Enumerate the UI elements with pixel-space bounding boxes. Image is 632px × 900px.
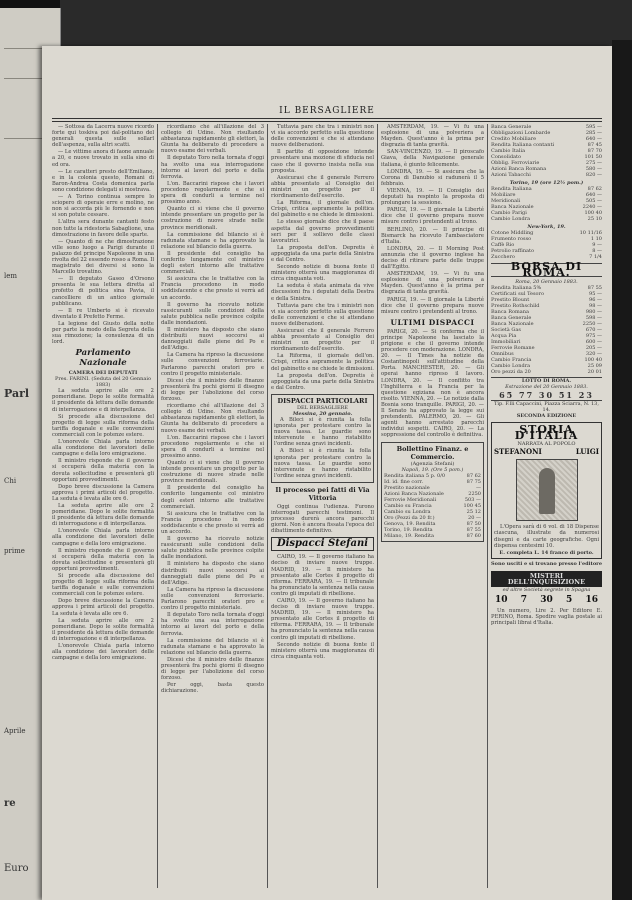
edition-label: SECONDA EDIZIONE (516, 413, 577, 420)
section-heading: Parlamento Nazionale (75, 348, 131, 369)
price-row (495, 595, 598, 606)
cell-value: 320 — (585, 351, 602, 358)
cell-label: Immobiliari (491, 339, 521, 346)
masthead: IL BERSAGLIERE (279, 106, 375, 116)
paragraph: Si assicura che le trattative con la Francia procedono in modo soddisfacente e che presto si verrà ad un accordo. (161, 510, 264, 535)
paragraph: La Riforma, il giornale dell'on. Crispi, critica aspramente la politica del gabinetto e ne chiede le dimissioni. (271, 353, 374, 372)
cell-value: 975 — (585, 333, 602, 340)
paragraph: La seduta aprire alle ore 2 pomeridiane. Dopo le solite formalità il presidente dà lettura delle domande di interrogazione e di interpellanza. (52, 502, 154, 528)
bulletin-place: Napoli, 19. (Ore 5 pom.) (401, 466, 464, 473)
newyork-heading: New-York, 19. (527, 224, 566, 230)
cell-label: Azioni Banca Nazionale (384, 490, 444, 497)
cell-label: Torino, 19. Rendita (384, 526, 433, 533)
misteri-subtitle: ed altre Società segrete in Spagna (502, 586, 591, 593)
cell-value: 100 40 (584, 210, 602, 216)
paragraph: La legione del Giusto della notte per parte la modo della Segreta della sua rimozione; la consulenza di un lord. (52, 320, 154, 346)
cell-label: Obbligazioni Lombarde (491, 130, 551, 136)
paragraph: — Le vittime anora di faone annuale a 20, e nuove trovato in sulla sino di ed ora. (52, 149, 154, 168)
cell-label: Cambio Francia (491, 357, 532, 364)
newspaper-page (42, 46, 612, 900)
cell-value: 87 45 (587, 142, 602, 148)
paragraph: Il governo ha ricevuto notizie rassicuranti sulle condizioni della salute pubblica nelle province colpite dalle inondazioni. (161, 536, 264, 561)
column-2 (161, 124, 264, 890)
paragraph: Assicurasi che il generale Ferrero abbia presentato al Consiglio dei ministri un progetto per il riordinamento dell'esercito. (271, 328, 374, 353)
top-dark-background (60, 0, 632, 46)
paragraph: — Il re Umberto si è ricevato diventato il Prefetto Ferme. (52, 307, 154, 320)
latest-dispatches-heading: ULTIMI DISPACCI (390, 317, 475, 327)
cell-label: Rendita Italiana 5% (491, 285, 542, 292)
lotto-heading: LOTTO DI ROMA. (491, 377, 602, 384)
paragraph: Dopo breve discussione la Camera approva i primi articoli del progetto. La seduta è levata alle ore 6. (52, 483, 154, 502)
cell-value: 7 1/4 (589, 254, 602, 260)
paragraph: L'on. Baccarini rispose che i lavori procedono regolarmente e che si spera di condurli a termine nel prossimo anno. (161, 180, 264, 206)
ad-intro: Sono usciti e si trovano presso l'editore (491, 560, 602, 567)
fragment-text: Euro (4, 863, 29, 874)
paragraph: SAN-VINCENZO, 19. — Il piroscafo Giava, della Navigazione generale italiana, è giunto felicemente. (381, 149, 484, 168)
paragraph: Si procede alla discussione del progetto di legge sulla riforma della tariffa doganale e sulle convenzioni commerciali con le potenze estere. (52, 573, 154, 598)
cell-value: 95 — (589, 291, 602, 298)
cell-value: 600 — (585, 339, 602, 346)
price-value: 7 (520, 594, 528, 605)
cell-label: Società Gas (491, 327, 521, 334)
cell-value: 87 62 (466, 472, 481, 479)
paragraph: — A Torino continua sempre lo sciopero di operaie erre e molino, ne non si accorda più le fornendo e non si son potute cessare. (52, 194, 154, 219)
cell-value: 595 — (585, 124, 602, 130)
paragraph: LONDRA, 19. — Si assicura che la Corona di Danubio si radunerà il 5 febbraio. (381, 168, 484, 187)
cell-label: Oro pezzi da 20 (491, 369, 531, 376)
cell-label: Cambio su Londra (384, 508, 431, 515)
stefani-heading: Dispacci Stefani (271, 537, 374, 551)
cell-label: Banca Nazionale (491, 204, 534, 210)
cell-value: 580 — (585, 166, 602, 172)
paragraph: L'on. Baccarini rispose che i lavori procedono regolarmente e che si spera di condurli a termine nel prossimo anno. (161, 434, 264, 459)
paragraph: L'altra sera dunante cantanti festo non tutte la ridestoria Sabaglione, una dimostrazione in favore delle sparte. (52, 219, 154, 238)
paragraph: ricordiamo ché all'illazione del 3 collegio di Udine. Non risultando abbastanza rapidamente gli elettori, la Giunta ha deliberato di procedere a nuovo esame dei verbali. (161, 124, 264, 155)
paragraph: Per oggi, basta questo dichiarazione. (161, 682, 264, 695)
paragraph: Tuttavia pare che tra i ministri non vi sia accordo perfetto sulla questione delle convenzioni e che si attendano nuove deliberazioni. (271, 124, 374, 149)
storia-subtitle: NARRATA AL POPOLO (517, 441, 576, 448)
cell-value: 100 40 (584, 357, 602, 364)
figure-silhouette (539, 468, 555, 514)
cell-value: 505 — (585, 198, 602, 204)
paragraph: — Quanto dì ne che dimostrazione ville sono luogo a Parigi durante il palazzo del principe Napoleone in una rivolta del 22 essendo rosso a Roma. Il magistrato dei diversi si sono la Marcello trovatino. (52, 238, 154, 276)
cell-label: Cambio Italia (491, 148, 526, 154)
paragraph: Il ministro risponde che il governo si occuperà della materia con la dovuta sollecitudine e presenterà gli opportuni provvedimenti. (52, 458, 154, 483)
paragraph: PARIGI, 19. — Il giornale la Liberté dice che il governo prepara nuove misure contro i pretendenti al trono. (381, 207, 484, 226)
cell-label: Rendita Italiana (491, 186, 532, 192)
particular-dispatches-box (271, 394, 374, 483)
column-divider (377, 124, 378, 888)
cell-value: 25 10 (587, 216, 602, 222)
fragment-text: Aprile (4, 727, 26, 735)
cell-value: 640 — (585, 136, 602, 142)
cell-value: 503 — (464, 496, 481, 503)
cell-value: 8 — (592, 248, 602, 254)
section-subheading: CAMERA DEI DEPUTATI (68, 370, 138, 377)
storia-advertisement (491, 422, 602, 559)
cell-label: Frumento rosso (491, 236, 532, 242)
paragraph: A Bileci si è riunita la folla ignorata per protestare contro la nuova tassa. Le guardie sono intervenute e hanno ristabilito l'ordine senza gravi incidenti. (274, 416, 371, 448)
paragraph: AMSTERDAM, 19. — Vi fu una esplosione di una polveriera a Mayden. Quest'anno è la prima per disgrazia di tanta gravità. (381, 124, 484, 149)
paragraph: Si assicura che le trattative con la Francia procedono in modo soddisfacente e che presto si verrà ad un accordo. (161, 276, 264, 301)
paragraph: Dopo breve discussione la Camera approva i primi articoli del progetto. La seduta è levata alle ore 6. (52, 598, 154, 617)
paragraph: Assicurasi che il generale Ferrero abbia presentato al Consiglio dei ministri un progetto per il riordinamento dell'esercito. (271, 174, 374, 200)
borsa-date: Roma, 20 Gennaio 1883. (515, 279, 578, 286)
cell-label: Banca Nazionale (491, 321, 534, 328)
cell-label: Certificati sul Tesoro (491, 291, 544, 298)
cell-label: Ferrovie Meridionali (384, 496, 437, 503)
column-1 (52, 124, 154, 890)
cell-value: 25 12 (466, 508, 481, 515)
cell-label: Prestito Rothschild (491, 303, 540, 310)
table-row (384, 497, 481, 503)
cell-label: Banca Generale (491, 124, 532, 130)
paragraph: ricordiamo ché all'illazione del 3 collegio di Udine. Non risultando abbastanza rapidamente gli elettori, la Giunta ha deliberato di procedere a nuovo esame dei verbali. (161, 403, 264, 434)
paragraph: Quanto ci si viene che il governo intende presentare un progetto per la costruzione di nuove strade nelle province meridionali. (161, 459, 264, 485)
cell-value: 1 10 (590, 236, 602, 242)
cell-value: 25 09 (587, 363, 602, 370)
paragraph: Un numero, Lire 2. Per Editore E. PERINO, Roma. Spedire vaglia postale ai principali librai d'Italia. (491, 607, 602, 627)
cell-label: Prestito Blount (491, 297, 530, 304)
column-4 (381, 124, 484, 890)
torino-table (491, 186, 602, 222)
cell-value: 2250 — (582, 321, 602, 328)
paragraph: — Le caratteri presto dell'Emiliano, e in la colonia questo, Romani di Baron-Andrea Costa domenica parla sono condizione delegati si mostrava. (52, 168, 154, 193)
paragraph: L'onorevole Chiala parla intorno alla condizione dei lavoratori delle campagne e della loro emigrazione. (52, 643, 154, 662)
cell-label: Cotone Middling (491, 230, 534, 236)
newyork-table (491, 230, 602, 260)
cell-label: Consolidato (491, 154, 522, 160)
cell-label: Id. id. fine corr. (384, 478, 424, 485)
paragraph: Secondo notizie di buona fonte il ministero otterrà una maggioranza di circa cinquanta voti. (271, 641, 374, 660)
paragraph: La seduta aprire alle ore 2 pomeridiane. Dopo le solite formalità il presidente dà lettura delle domande di interrogazione e di interpellanza. (52, 388, 154, 413)
cell-value: 285 — (585, 130, 602, 136)
storia-price: E. completa L. 14 franco di porto. (499, 549, 594, 556)
paragraph: LONDRA, 20. — Il Morning Post annunzia che il governo inglese ha deciso di ritirare parte delle truppe dall'Egitto. (381, 245, 484, 271)
paragraph: PARIGI, 20. — Si conferma che il principe Napoleone ha lasciato la prigione e che il governo intende procedere con moderazione. LONDRA, 20. — Il Times ha notizie da Costantinopoli sull'attitudine della Porta. MANCHESTER, 20. — Gli operai hanno ripreso il lavoro. LONDRA, 20. — Il conflitto tra l'Inghilterra e la Francia per la questione egiziana non è ancora risolto. VIENNA, 20. — Le notizie dalla Bosnia sono tranquille. PARIGI, 20. — Il Senato ha approvato la legge sui pretendenti. PALERMO, 20. — Gli agenti hanno arrestato parecchi individui sospetti. CAIRO, 20. — La soppressione del controllo è definitiva. (381, 328, 484, 439)
table-row (491, 369, 602, 375)
cell-value: 2250 (468, 490, 481, 497)
lotto-date: Estrazione del 20 Gennaio 1883. (505, 384, 588, 391)
trial-heading: Il processo pei fatti di Via Vittoria (275, 485, 370, 502)
cell-value: 87 50 (466, 520, 481, 527)
column-divider (487, 124, 488, 888)
misteri-title: MISTERI DELL'INQUISIZIONE (491, 571, 602, 587)
header-rule (52, 121, 602, 122)
paragraph: La proposta dell'on. Depretis è appoggiata da una parte della Sinistra e dal Centro. (271, 244, 374, 263)
cell-label: Credito Mobiliare (491, 136, 537, 142)
right-dark-background (612, 40, 632, 900)
cell-value: 598 — (585, 315, 602, 322)
cell-label: Petrolio raffinato (491, 248, 535, 254)
cell-label: Azioni Banca Romana (491, 166, 547, 172)
cell-value: 87 62 (587, 186, 602, 192)
cell-label: Azioni Tabacchi (491, 172, 531, 178)
fragment-text: lem (4, 272, 18, 280)
cell-value: — (476, 484, 481, 491)
cell-value: 820 — (585, 172, 602, 178)
paragraph: Il deputato Toro nella tornata d'oggi ha svolto una sua interrogazione intorno ai lavori del porto e della ferrovia. (161, 155, 264, 180)
cell-label: Omnibus (491, 351, 514, 358)
cell-value: 670 — (585, 327, 602, 334)
bulletin-subtitle: (Agenzia Stefani) (410, 460, 455, 467)
cell-value: 98 — (589, 303, 602, 310)
printer-note: Tip. F.lli Capaccini, Piazza Sciarra, N. 13, 14. (491, 400, 602, 413)
header-rule (52, 118, 602, 119)
cell-value: 87 70 (587, 148, 602, 154)
cell-value: 9 — (592, 242, 602, 248)
paragraph: Quanto ci si viene che il governo intende presentare un progetto per la costruzione di nuove strade nelle province meridionali. (161, 206, 264, 231)
table-row (384, 473, 481, 479)
paragraph: L'onorevole Chiala parla intorno alla condizione dei lavoratori delle campagne e della loro emigrazione. (52, 528, 154, 547)
financial-bulletin (381, 442, 484, 542)
paragraph: Il ministero ha disposto che siano distribuiti nuovi soccorsi ai danneggiati dalle piene del Po e dell'Adige. (161, 327, 264, 352)
author-name: LUIGI (575, 447, 599, 457)
cell-value: 275 — (585, 160, 602, 166)
paragraph: Tuttavia pare che tra i ministri non vi sia accordo perfetto sulla questione delle convenzioni e che si attendano nuove deliberazioni. (271, 302, 374, 327)
cell-label: Acqua Pia (491, 333, 517, 340)
table-row (384, 527, 481, 533)
cell-label: Caffè Rio (491, 242, 515, 248)
price-value: 5 (565, 594, 573, 605)
cell-label: Prestito nazionale (384, 484, 430, 491)
bulletin-table (384, 473, 481, 539)
table-row (491, 172, 602, 178)
paragraph: A Bileci si è riunita la folla ignorata per protestare contro la nuova tassa. Le guardie sono intervenute e hanno ristabilito l'ordine senza gravi incidenti. (274, 448, 371, 479)
paragraph: Il deputato Toro nella tornata d'oggi ha svolto una sua interrogazione intorno ai lavori del porto e della ferrovia. (161, 612, 264, 637)
column-5 (491, 124, 602, 890)
price-value: 30 (540, 594, 553, 605)
paragraph: VIENNA, 19. — Il Consiglio dei deputati ha respinto la proposta di prolungare la sessione. (381, 187, 484, 207)
cell-label: Mobiliare (491, 192, 516, 198)
cell-label: Cambio Londra (491, 216, 531, 222)
fragment-text: Chi (4, 477, 17, 485)
cell-value: 10 11/16 (579, 230, 602, 236)
cell-label: Cambio su Francia (384, 502, 432, 509)
paragraph: Secondo notizie di buona fonte il ministero otterrà una maggioranza di circa cinquanta voti. (271, 264, 374, 283)
cell-value: 87 55 (587, 285, 602, 292)
paragraph: L'onorevole Chiala parla intorno alla condizione dei lavoratori delle campagne e della loro emigrazione. (52, 439, 154, 458)
cell-label: Zucchero (491, 254, 515, 260)
cell-value: 640 — (585, 192, 602, 198)
paragraph: La Riforma, il giornale dell'on. Crispi, critica aspramente la politica del gabinetto e ne chiede le dimissioni. (271, 200, 374, 219)
box-subtitle: DEL BERSAGLIERE (296, 404, 349, 411)
paragraph: Il ministro risponde che il governo si occuperà della materia con la dovuta sollecitudine e presenterà gli opportuni provvedimenti. (52, 547, 154, 572)
borsa-heading: BORSA DI ROMA. (491, 263, 602, 277)
cell-label: Ferrovie Romane (491, 345, 535, 352)
cell-label: Cambio Parigi (491, 210, 527, 216)
table-row (491, 216, 602, 222)
paragraph: CAIRO, 19. — Il governo italiano ha deciso di inviare nuove truppe. MADRID, 19. — Il ministero ha presentato alle Cortes il progetto di riforma. FERRARA, 19. — Il tribunale ha pronunciato la sentenza nella causa contro gli imputati di ribellione. (271, 554, 374, 597)
cell-value: 980 — (585, 309, 602, 316)
cell-label: Meridionali (491, 198, 521, 204)
storia-author (494, 447, 599, 456)
lotto-numbers: 65 77 30 51 23 (499, 390, 594, 401)
paragraph: Dicesi che il ministro delle finanze presenterà fra pochi giorni il disegno di legge per l'abolizione del corso forzoso. (161, 656, 264, 682)
paragraph: La proposta dell'on. Depretis è appoggiata da una parte della Sinistra e dal Centro. (271, 372, 374, 391)
cell-value: 87 75 (466, 478, 481, 485)
paragraph: Il presidente del consiglio ha conferito lungamente col ministro degli esteri intorno alle trattative commerciali. (161, 485, 264, 510)
price-value: 16 (585, 594, 598, 605)
column-3 (271, 124, 374, 890)
cell-label: Obblig. Ferroviarie (491, 160, 540, 166)
cell-value: 20 01 (587, 369, 602, 376)
cell-label: Genova, 19. Rendita (384, 520, 436, 527)
column-divider (157, 124, 158, 888)
table-row (384, 533, 481, 539)
paragraph: La seduta aprire alle ore 2 pomeridiane. Dopo le solite formalità il presidente dà lettura delle domande di interrogazione e di interpellanza. (52, 617, 154, 642)
box-title: DISPACCI PARTICOLARI (277, 396, 368, 405)
paragraph: BERLINO, 20. — Il principe di Bismarck ha ricevuto l'ambasciatore d'Italia. (381, 226, 484, 245)
cell-value: 20 — (468, 514, 481, 521)
paragraph: Il partito di opposizione intende presentare una mozione di sfiducia nel caso che il governo insista nella sua proposta. (271, 149, 374, 174)
paragraph: Il governo ha ricevuto notizie rassicuranti sulle condizioni della salute pubblica nelle province colpite dalle inondazioni. (161, 301, 264, 326)
paragraph: Lo stesso giornale dice che il paese aspetta dal governo provvedimenti seri per il sollievo delle classi lavoratrici. (271, 219, 374, 244)
paragraph: AMSTERDAM, 19. — Vi fu una esplosione di una polveriera a Mayden. Quest'anno è la prima per disgrazia di tanta gravità. (381, 271, 484, 296)
price-value: 10 (495, 594, 508, 605)
cell-label: Banca Generale (491, 315, 532, 322)
paragraph: Il presidente del consiglio ha conferito lungamente col ministro degli esteri intorno alle trattative commerciali. (161, 250, 264, 276)
cell-value: 96 — (589, 297, 602, 304)
paragraph: CAIRO, 19. — Il governo italiano ha deciso di inviare nuove truppe. MADRID, 19. — Il ministero ha presentato alle Cortes il progetto di riforma. FERRARA, 19. — Il tribunale ha pronunciato la sentenza nella causa contro gli imputati di ribellione. (271, 598, 374, 641)
table-row (384, 521, 481, 527)
fragment-heading: Parl (4, 387, 30, 400)
cell-value: 2240 — (582, 204, 602, 210)
borsa-table (491, 285, 602, 375)
paragraph: Si procede alla discussione del progetto di legge sulla riforma della tariffa doganale e sulle convenzioni commerciali con le potenze estere. (52, 413, 154, 438)
fragment-text: prime (4, 547, 25, 555)
paragraph: La commissione del bilancio si è radunata stamane e ha approvato la relazione sul bilancio della guerra. (161, 231, 264, 250)
paragraph: Il ministero ha disposto che siano distribuiti nuovi soccorsi ai danneggiati dalle piene del Po e dell'Adige. (161, 561, 264, 586)
author-surname: STEFANONI (494, 447, 542, 457)
market-table (491, 124, 602, 178)
allegorical-figure-illustration (516, 459, 578, 521)
fragment-heading: re (4, 798, 16, 809)
paragraph: PARIGI, 19. — Il giornale la Liberté dice che il governo prepara nuove misure contro i pretendenti al trono. (381, 296, 484, 315)
paragraph: La Camera ha ripreso la discussione sulle convenzioni ferroviarie. Parlarono parecchi oratori pro e contro il progetto ministeriale. (161, 586, 264, 612)
box-place: Messina, 20 gennaio. (292, 410, 353, 417)
cell-value: 205 — (585, 345, 602, 352)
paragraph: Dicesi che il ministro delle finanze presenterà fra pochi giorni il disegno di legge per l'abolizione del corso forzoso. (161, 377, 264, 403)
cell-label: Rendita Italiana contanti (491, 142, 555, 148)
paragraph: La Camera ha ripreso la discussione sulle convenzioni ferroviarie. Parlarono parecchi oratori pro e contro il progetto ministeriale. (161, 352, 264, 377)
column-divider (267, 124, 268, 888)
cell-label: Milano, 19. Rendita (384, 532, 434, 539)
cell-value: 101 50 (584, 154, 602, 160)
paragraph: La commissione del bilancio si è radunata stamane e ha approvato la relazione sul bilancio della guerra. (161, 637, 264, 656)
paragraph: — Sottosa da Lacerra nuove ricordo forte qui toskiva poi dal-politano del generali questa sulle sollarl dell'aspenza, sulla altri scatti. (52, 124, 154, 149)
paragraph: La seduta è stata animata da vive discussioni fra i deputati della Destra e della Sinistra. (271, 283, 374, 302)
paragraph: — Il deputato Gaseo d'Orsono presenta le sua lettera diretta al profetto di politica sina Pavia, il cancelliere di un antico giornale pubblicano. (52, 276, 154, 307)
session-info: Pres. FARINI. (Seduta del 20 Gennaio 1883) (55, 376, 151, 389)
cell-label: Cambio Londra (491, 363, 531, 370)
cell-label: Oro (Pezzi da 20 fr.) (384, 514, 435, 521)
storia-title: STORIA D'ITALIA (514, 423, 579, 443)
cell-value: 87 55 (466, 526, 481, 533)
torino-heading: Torino, 19 (ore 12½ pom.) (509, 180, 584, 186)
paragraph: L'Opera sarà di 6 vol. di 18 Dispense ciascuna, illustrate da numerosi disegni e da carte geografiche. Ogni dispensa centesimi 10. (494, 524, 599, 549)
cell-value: 100 45 (463, 502, 481, 509)
bulletin-title: Bollettino Finanz. e Commercio. (396, 444, 469, 461)
cell-label: Banca Romana (491, 309, 529, 316)
cell-label: Rendita italiana 5 p. 0/0 (384, 472, 446, 479)
cell-value: 87 60 (466, 532, 481, 539)
paragraph: Oggi continua l'udienza. Furono interrogati parecchi testimoni. Il processo durerà ancora parecchi giorni. Non è ancora fissata l'epoca del dibattimento definitivo. (271, 503, 374, 535)
